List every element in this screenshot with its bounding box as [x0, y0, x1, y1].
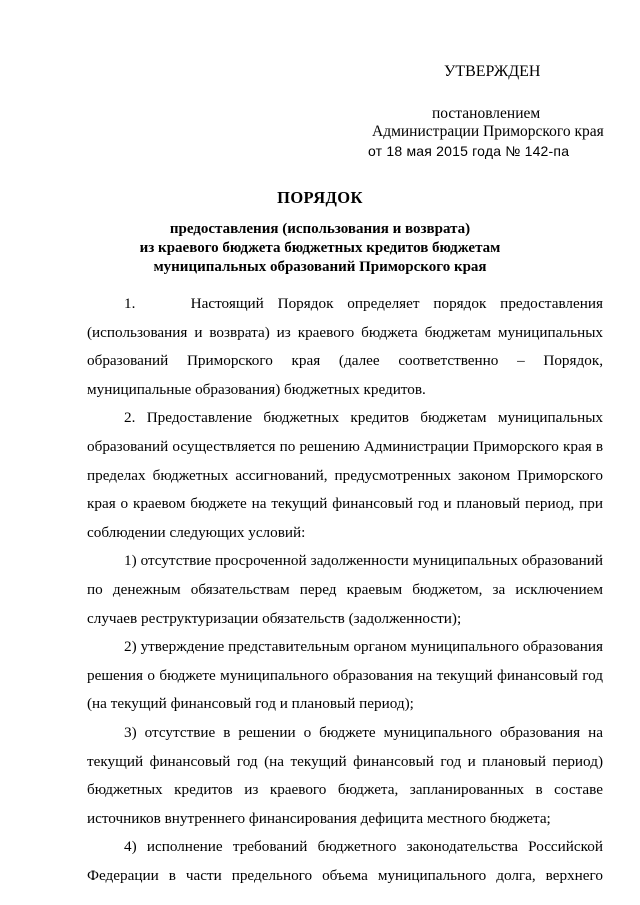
- subtitle-line: предоставления (использования и возврата): [169, 221, 471, 237]
- list-item-condition-4: 4) исполнение требований бюджетного законодательства Российской Федерации в части предельного объема муниципального долга, верхнего: [87, 838, 603, 884]
- by-resolution-label: постановлением: [432, 105, 541, 122]
- paragraph-2: 2. Предоставление бюджетных кредитов бюджетам муниципальных образований осуществляется по решению Администрации Приморского края в пределах бюджетных ассигнований, предусмотренных законом Приморского края о краевом бюджете на текущий финансовый год и плановый период, при соблюдении следующих условий:: [87, 409, 603, 541]
- administration-label: Администрации Приморского края: [372, 123, 604, 140]
- document-body: [87, 290, 603, 890]
- document-title: ПОРЯДОК: [277, 188, 363, 207]
- approved-label: УТВЕРЖДЕН: [444, 63, 541, 80]
- subtitle-line: из краевого бюджета бюджетных кредитов бюджетам: [139, 240, 501, 257]
- list-item-condition-2: 2) утверждение представительным органом муниципального образования решения о бюджете муниципального образования на текущий финансовый год (на текущий финансовый год и плановый период);: [87, 638, 603, 713]
- title-block: [110, 188, 530, 278]
- subtitle-line: муниципальных образований Приморского края: [153, 259, 487, 276]
- paragraph-1: 1. Настоящий Порядок определяет порядок предоставления (использования и возврата) из краевого бюджета бюджетам муниципальных образований Приморского края (далее соответственно – Порядок, муниципальные образования) бюджетных кредитов.: [87, 295, 603, 398]
- list-item-condition-3: 3) отсутствие в решении о бюджете муниципального образования на текущий финансовый год (на текущий финансовый год и плановый период) бюджетных кредитов из краевого бюджета, запланированных в составе источников внутреннего финансирования дефицита местного бюджета;: [87, 723, 603, 827]
- resolution-date-number: от 18 мая 2015 года № 142-па: [368, 143, 570, 159]
- list-item-condition-1: 1) отсутствие просроченной задолженности муниципальных образований по денежным обязательствам перед краевым бюджетом, за исключением случаев реструктуризации обязательств (задолженности);: [87, 552, 603, 627]
- document-subtitle: [110, 220, 530, 278]
